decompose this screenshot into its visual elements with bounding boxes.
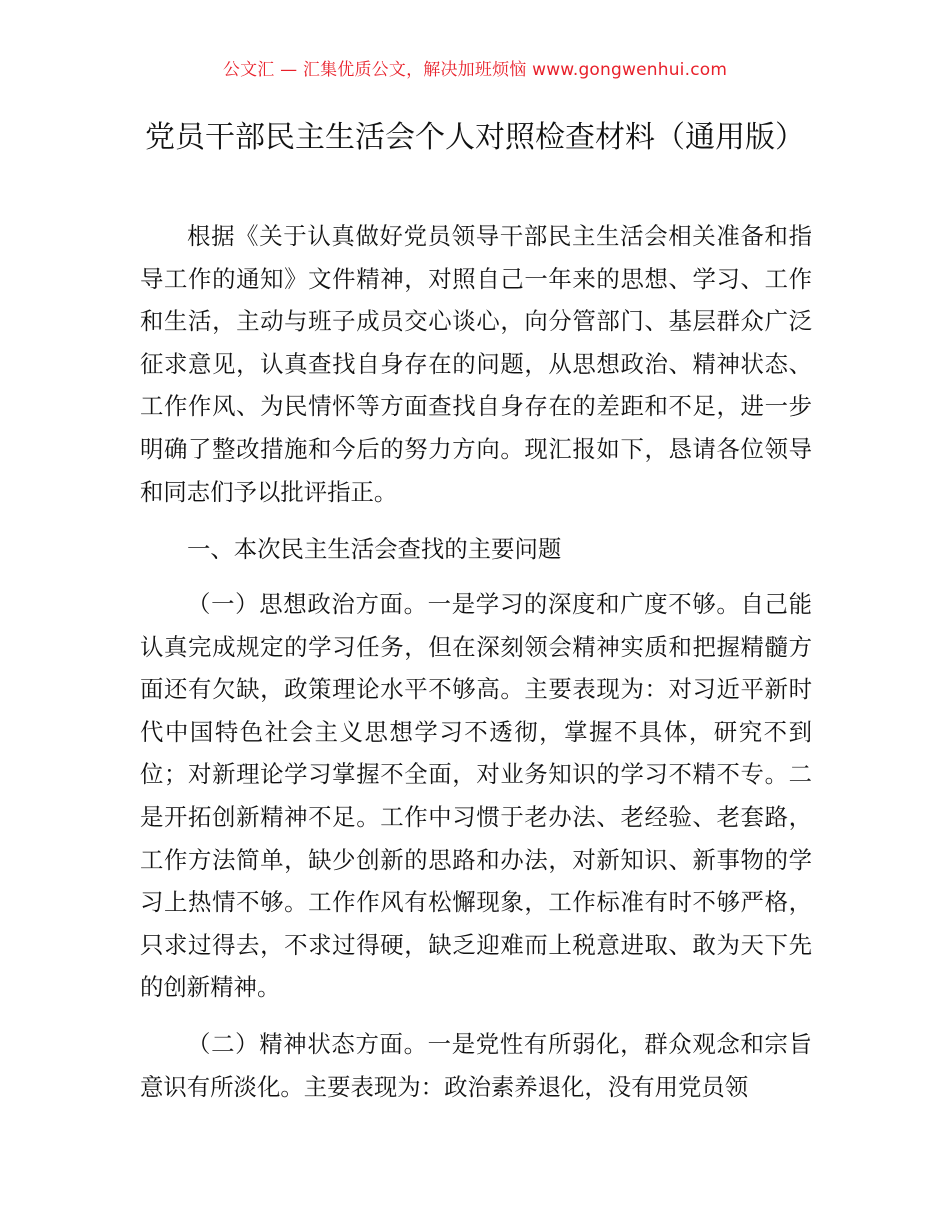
section-heading: 一、本次民主生活会查找的主要问题: [187, 535, 562, 563]
document-title: 党员干部民主生活会个人对照检查材料（通用版）: [145, 120, 805, 155]
intro-paragraph: 根据《关于认真做好党员领导干部民主生活会相关准备和指导工作的通知》文件精神，对照自己一年来的思想、学习、工作和生活，主动与班子成员交心谈心，向分管部门、基层群众广泛征求意见，认真查找自身存在的问题，从思想政治、精神状态、工作作风、为民情怀等方面查找自身存在的差距和不足，进一步明确了整改措施和今后的努力方向。现汇报如下，恳请各位领导和同志们予以批评指正。: [140, 222, 812, 506]
paragraph-ideology-politics: （一）思想政治方面。一是学习的深度和广度不够。自己能认真完成规定的学习任务，但在深刻领会精神实质和把握精髓方面还有欠缺，政策理论水平不够高。主要表现为：对习近平新时代中国特色社会主义思想学习不透彻，掌握不具体，研究不到位；对新理论学习掌握不全面，对业务知识的学习不精不专。二是开拓创新精神不足。工作中习惯于老办法、老经验、老套路，工作方法简单，缺少创新的思路和办法，对新知识、新事物的学习上热情不够。工作作风有松懈现象，工作标准有时不够严格，只求过得去，不求过得硬，缺乏迎难而上税意进取、敢为天下先的创新精神。: [140, 590, 812, 1002]
site-banner: 公文汇 — 汇集优质公文，解决加班烦恼 www.gongwenhui.com: [222, 60, 728, 80]
paragraph-mental-state: （二）精神状态方面。一是党性有所弱化，群众观念和宗旨意识有所淡化。主要表现为：政治素养退化，没有用党员领: [140, 1030, 812, 1101]
